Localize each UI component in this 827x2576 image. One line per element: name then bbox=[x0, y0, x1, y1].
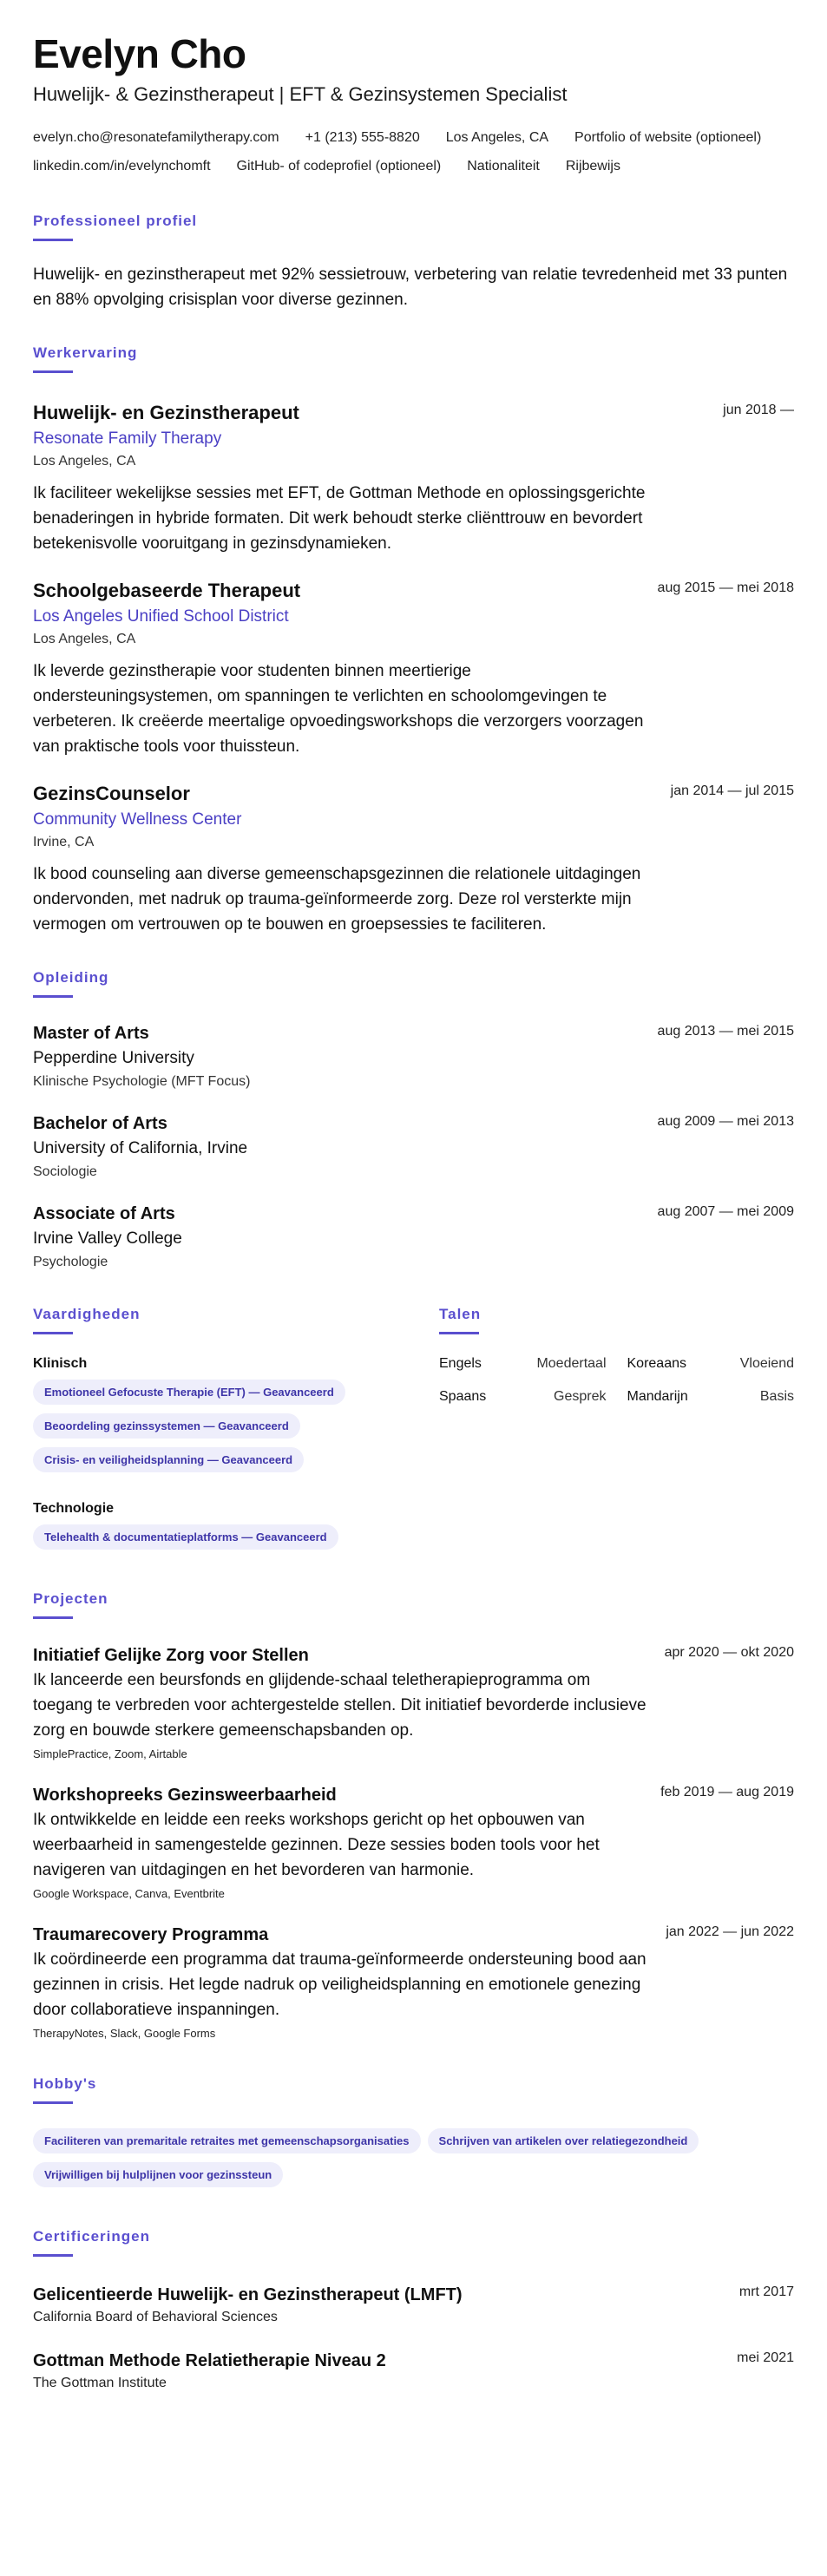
section-divider bbox=[33, 2254, 73, 2257]
contact-license: Rijbewijs bbox=[565, 159, 620, 174]
certification-issuer: The Gottman Institute bbox=[33, 2376, 167, 2390]
skill-chips bbox=[33, 1380, 439, 1481]
study-field: Psychologie bbox=[33, 1255, 108, 1269]
skill-chip: Emotioneel Gefocuste Therapie (EFT) — Geavanceerd bbox=[33, 1380, 345, 1405]
section-divider bbox=[33, 1332, 73, 1334]
hobby-chip: Vrijwilligen bij hulplijnen voor gezinssteun bbox=[33, 2162, 283, 2187]
section-title: Hobby's bbox=[33, 2075, 97, 2092]
certification-entry bbox=[33, 2283, 794, 2328]
contact-location: Los Angeles, CA bbox=[445, 130, 549, 145]
skills-languages-row bbox=[33, 1305, 794, 1558]
section-title: Werkervaring bbox=[33, 344, 138, 361]
profile-summary: Huwelijk- en gezinstherapeut met 92% sessietrouw, verbetering van relatie tevredenheid met 33 punten en 88% opvolging crisisplan voor diverse gezinnen. bbox=[33, 265, 788, 309]
contact-nationality: Nationaliteit bbox=[467, 159, 540, 174]
project-title: Workshopreeks Gezinsweerbaarheid bbox=[33, 1786, 337, 1805]
section-title: Projecten bbox=[33, 1590, 108, 1607]
job-employer: Los Angeles Unified School District bbox=[33, 607, 289, 626]
hobbies-section bbox=[33, 2075, 794, 2196]
hobby-chips bbox=[33, 2128, 794, 2196]
contact-info bbox=[33, 123, 794, 180]
language-name: Koreaans bbox=[627, 1356, 686, 1371]
language-name: Spaans bbox=[439, 1389, 487, 1404]
certification-date: mrt 2017 bbox=[738, 2284, 794, 2299]
languages-section bbox=[439, 1305, 794, 1558]
project-title: Initiatief Gelijke Zorg voor Stellen bbox=[33, 1646, 309, 1665]
job-title: Huwelijk- en Gezinstherapeut bbox=[33, 402, 299, 423]
section-divider bbox=[33, 239, 73, 241]
job-date: jun 2018 — bbox=[723, 403, 794, 417]
contact-github[interactable]: GitHub- of codeprofiel (optioneel) bbox=[236, 159, 442, 174]
certification-date: mei 2021 bbox=[737, 2350, 794, 2365]
education-entry bbox=[33, 1020, 794, 1093]
skill-group-title: Klinisch bbox=[33, 1356, 88, 1371]
project-entry bbox=[33, 1923, 794, 2043]
degree-title: Associate of Arts bbox=[33, 1204, 175, 1223]
project-description: Ik lanceerde een beursfonds en glijdende-schaal teletherapieprogramma om toegang te verbreden voor achtergestelde stellen. Dit initiatief bevorderde inclusieve zorg en bouwde sterkere gemeenschapsbanden op. bbox=[33, 1671, 647, 1740]
section-title: Professioneel profiel bbox=[33, 213, 198, 229]
skill-chips bbox=[33, 1524, 439, 1558]
section-divider bbox=[33, 370, 73, 373]
project-date: apr 2020 — okt 2020 bbox=[664, 1645, 794, 1660]
project-title: Traumarecovery Programma bbox=[33, 1925, 269, 1944]
project-entry bbox=[33, 1643, 794, 1764]
skill-chip: Beoordeling gezinssystemen — Geavanceerd bbox=[33, 1413, 300, 1439]
language-level: Basis bbox=[759, 1389, 794, 1404]
certification-entry bbox=[33, 2349, 794, 2394]
study-field: Sociologie bbox=[33, 1164, 97, 1179]
language-level: Vloeiend bbox=[739, 1356, 794, 1371]
profile-section bbox=[33, 212, 794, 312]
language-name: Mandarijn bbox=[627, 1389, 688, 1404]
certification-title: Gottman Methode Relatietherapie Niveau 2 bbox=[33, 2351, 386, 2370]
job-description: Ik leverde gezinstherapie voor studenten binnen meertierige ondersteuningsystemen, om spanningen te verlichten en schoolomgevingen te verbeteren. Ik creëerde meertalige opvoedingsworkshops die verzorgers voorzagen van praktische tools voor thuissteun. bbox=[33, 662, 644, 756]
study-field: Klinische Psychologie (MFT Focus) bbox=[33, 1074, 251, 1089]
resume-header bbox=[33, 31, 794, 180]
certification-title: Gelicentieerde Huwelijk- en Gezinstherapeut (LMFT) bbox=[33, 2285, 463, 2304]
education-section bbox=[33, 968, 794, 1274]
job-title: Schoolgebaseerde Therapeut bbox=[33, 580, 301, 601]
job-title: GezinsCounselor bbox=[33, 783, 190, 804]
project-tools: TherapyNotes, Slack, Google Forms bbox=[33, 2027, 216, 2040]
projects-section bbox=[33, 1590, 794, 2043]
language-item bbox=[627, 1354, 795, 1374]
skills-section bbox=[33, 1305, 439, 1558]
skill-chip: Telehealth & documentatieplatforms — Geavanceerd bbox=[33, 1524, 338, 1550]
school-name: University of California, Irvine bbox=[33, 1139, 248, 1157]
contact-email[interactable]: evelyn.cho@resonatefamilytherapy.com bbox=[33, 130, 279, 145]
education-entry bbox=[33, 1111, 794, 1183]
experience-entry bbox=[33, 780, 794, 937]
education-entry bbox=[33, 1201, 794, 1274]
language-list bbox=[439, 1354, 794, 1407]
degree-date: aug 2007 — mei 2009 bbox=[657, 1204, 794, 1219]
degree-title: Master of Arts bbox=[33, 1024, 149, 1043]
job-location: Irvine, CA bbox=[33, 835, 95, 849]
project-entry bbox=[33, 1783, 794, 1904]
certification-issuer: California Board of Behavioral Sciences bbox=[33, 2310, 278, 2324]
section-title: Talen bbox=[439, 1306, 482, 1322]
section-divider bbox=[33, 1616, 73, 1619]
skill-chip: Crisis- en veiligheidsplanning — Geavanceerd bbox=[33, 1447, 304, 1472]
experience-entry bbox=[33, 577, 794, 759]
project-tools: SimplePractice, Zoom, Airtable bbox=[33, 1747, 187, 1760]
experience-section bbox=[33, 344, 794, 937]
section-divider bbox=[439, 1332, 479, 1334]
section-title: Opleiding bbox=[33, 969, 109, 986]
hobby-chip: Faciliteren van premaritale retraites met gemeenschapsorganisaties bbox=[33, 2128, 421, 2153]
skill-group-title: Technologie bbox=[33, 1501, 115, 1516]
section-divider bbox=[33, 995, 73, 998]
candidate-tagline: Huwelijk- & Gezinstherapeut | EFT & Gezinsystemen Specialist bbox=[33, 83, 568, 105]
job-employer: Community Wellness Center bbox=[33, 810, 242, 829]
school-name: Pepperdine University bbox=[33, 1049, 194, 1067]
job-employer: Resonate Family Therapy bbox=[33, 429, 222, 448]
job-date: jan 2014 — jul 2015 bbox=[670, 783, 794, 798]
section-title: Vaardigheden bbox=[33, 1306, 141, 1322]
job-description: Ik bood counseling aan diverse gemeenschapsgezinnen die relationele uitdagingen ondervonden, met nadruk op trauma-geïnformeerde zorg. Deze rol versterkte mijn vermogen om vertrouwen op te bouwen en groepsessies te faciliteren. bbox=[33, 865, 641, 934]
job-location: Los Angeles, CA bbox=[33, 454, 136, 469]
language-item bbox=[627, 1386, 795, 1407]
hobby-chip: Schrijven van artikelen over relatiegezondheid bbox=[428, 2128, 699, 2153]
language-item bbox=[439, 1386, 607, 1407]
certifications-section bbox=[33, 2227, 794, 2394]
contact-linkedin[interactable]: linkedin.com/in/evelynchomft bbox=[33, 159, 211, 174]
degree-title: Bachelor of Arts bbox=[33, 1114, 167, 1133]
language-name: Engels bbox=[439, 1356, 482, 1371]
degree-date: aug 2013 — mei 2015 bbox=[657, 1024, 794, 1039]
language-level: Moedertaal bbox=[536, 1356, 607, 1371]
job-description: Ik faciliteer wekelijkse sessies met EFT, de Gottman Methode en oplossingsgerichte benaderingen in hybride formaten. Dit werk behoudt sterke cliënttrouw en bevordert betekenisvolle vooruitgang in gezinsdynamieken. bbox=[33, 484, 646, 553]
section-divider bbox=[33, 2101, 73, 2104]
project-tools: Google Workspace, Canva, Eventbrite bbox=[33, 1887, 225, 1900]
language-level: Gesprek bbox=[554, 1389, 607, 1404]
job-date: aug 2015 — mei 2018 bbox=[657, 580, 794, 595]
job-location: Los Angeles, CA bbox=[33, 632, 136, 646]
project-date: jan 2022 — jun 2022 bbox=[666, 1924, 794, 1939]
contact-phone[interactable]: +1 (213) 555-8820 bbox=[305, 130, 420, 145]
section-title: Certificeringen bbox=[33, 2228, 150, 2245]
degree-date: aug 2009 — mei 2013 bbox=[657, 1114, 794, 1129]
project-date: feb 2019 — aug 2019 bbox=[660, 1785, 794, 1799]
project-description: Ik coördineerde een programma dat trauma-geïnformeerde ondersteuning bood aan gezinnen in crisis. Het legde nadruk op veiligheidsplanning en emotionele genezing door collaboratieve inspanningen. bbox=[33, 1950, 647, 2019]
contact-portfolio[interactable]: Portfolio of website (optioneel) bbox=[574, 130, 762, 145]
experience-entry bbox=[33, 399, 794, 556]
skill-group bbox=[33, 1354, 439, 1481]
candidate-name: Evelyn Cho bbox=[33, 31, 246, 76]
language-item bbox=[439, 1354, 607, 1374]
school-name: Irvine Valley College bbox=[33, 1229, 182, 1248]
project-description: Ik ontwikkelde en leidde een reeks workshops gericht op het opbouwen van weerbaarheid in samengestelde gezinnen. Deze sessies boden tools voor het navigeren van uitdagingen en het bevorderen van harmonie. bbox=[33, 1811, 600, 1879]
skill-group bbox=[33, 1498, 439, 1558]
